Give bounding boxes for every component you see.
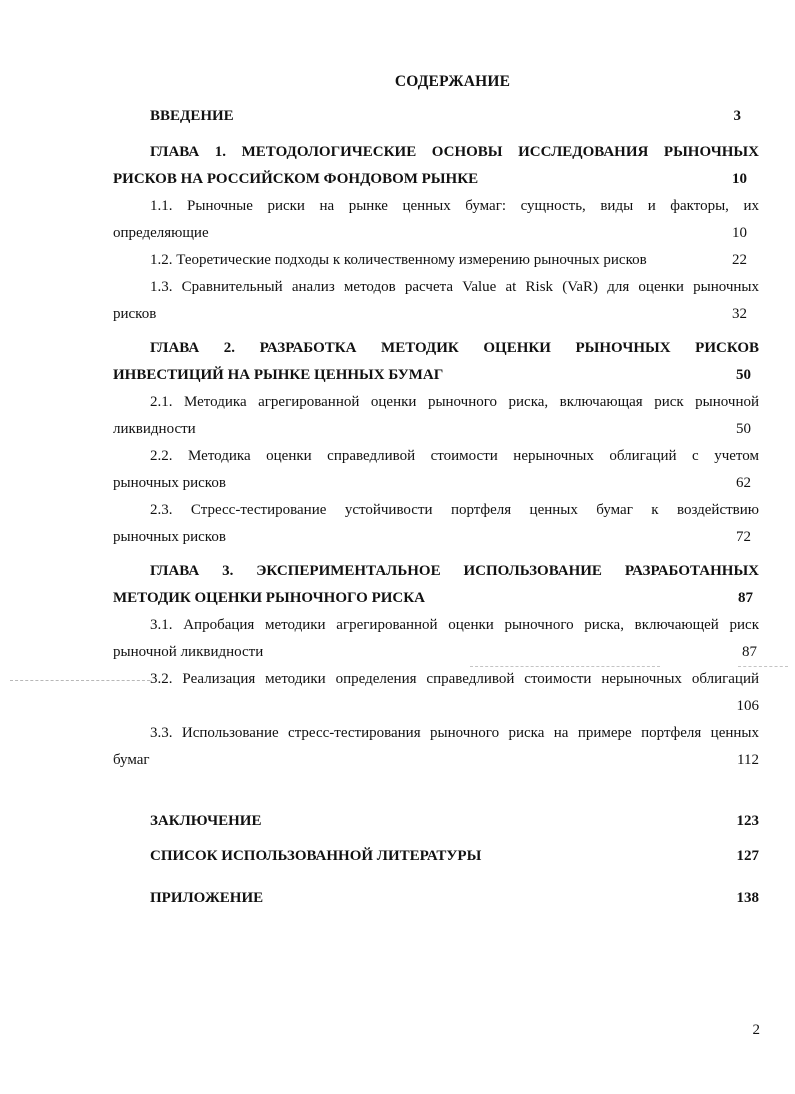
toc-entry-label: рыночных рисков (113, 529, 226, 545)
toc-entry-page: 87 (742, 644, 757, 660)
toc-entry-label: 1.2. Теоретические подходы к количественному измерению рыночных рисков (150, 252, 647, 268)
toc-entry-label: ПРИЛОЖЕНИЕ (150, 890, 264, 906)
section-3-1-line2 (113, 639, 759, 666)
section-1-1-line2 (113, 220, 759, 247)
section-2-2-line2 (113, 470, 759, 497)
toc-entry-label: рыночных рисков (113, 475, 226, 491)
toc-entry-page: 22 (732, 252, 747, 268)
chapter-3-heading-line2 (113, 585, 759, 612)
toc-entry-label: РИСКОВ НА РОССИЙСКОМ ФОНДОВОМ РЫНКЕ (113, 171, 479, 187)
section-1-2 (113, 247, 759, 274)
section-1-3-line2 (113, 301, 759, 328)
toc-entry-page: 50 (736, 421, 751, 437)
toc-entry-label: бумаг (113, 752, 150, 768)
chapter-1-heading-line1: ГЛАВА 1. МЕТОДОЛОГИЧЕСКИЕ ОСНОВЫ ИССЛЕДОВАНИЯ РЫНОЧНЫХ (150, 144, 759, 160)
chapter-2-heading-line1: ГЛАВА 2. РАЗРАБОТКА МЕТОДИК ОЦЕНКИ РЫНОЧНЫХ РИСКОВ (150, 340, 759, 356)
toc-entry-page: 112 (737, 752, 759, 768)
section-2-1-line1: 2.1. Методика агрегированной оценки рыночного риска, включающая риск рыночной (150, 394, 759, 410)
section-2-3-line2 (113, 524, 759, 551)
chapter-3-heading-line1: ГЛАВА 3. ЭКСПЕРИМЕНТАЛЬНОЕ ИСПОЛЬЗОВАНИЕ РАЗРАБОТАННЫХ (150, 563, 759, 579)
toc-entry-label: ВВЕДЕНИЕ (150, 108, 234, 124)
section-3-1-line1: 3.1. Апробация методики агрегированной оценки рыночного риска, включающей риск (150, 617, 759, 633)
toc-entry-page: 123 (736, 813, 759, 829)
section-2-1-line2 (113, 416, 759, 443)
page-title: СОДЕРЖАНИЕ (394, 73, 511, 90)
toc-entry-label: ликвидности (113, 421, 196, 437)
toc-entry-page: 62 (736, 475, 751, 491)
toc-entry-label: определяющие (113, 225, 209, 241)
toc-entry-page: 10 (732, 225, 747, 241)
section-2-3-line1: 2.3. Стресс-тестирование устойчивости портфеля ценных бумаг к воздействию (150, 502, 759, 518)
section-3-2-page: 106 (736, 698, 759, 714)
toc-entry-page: 50 (736, 367, 751, 383)
toc-entry-label: ИНВЕСТИЦИЙ НА РЫНКЕ ЦЕННЫХ БУМАГ (113, 367, 444, 383)
toc-entry-page: 10 (732, 171, 747, 187)
page-number: 2 (752, 1022, 760, 1038)
section-2-2-line1: 2.2. Методика оценки справедливой стоимости нерыночных облигаций с учетом (150, 448, 759, 464)
section-3-3-line1: 3.3. Использование стресс-тестирования рыночного риска на примере портфеля ценных (150, 725, 759, 741)
section-3-2-line1: 3.2. Реализация методики определения справедливой стоимости нерыночных облигаций (150, 671, 759, 687)
chapter-1-heading-line2 (113, 166, 759, 193)
toc-entry-appendix (113, 885, 759, 912)
section-3-3-line2 (113, 747, 759, 774)
toc-entry-page: 72 (736, 529, 751, 545)
toc-entry-label: рыночной ликвидности (113, 644, 264, 660)
toc-entry-label: СПИСОК ИСПОЛЬЗОВАННОЙ ЛИТЕРАТУРЫ (150, 848, 482, 864)
section-1-3-line1: 1.3. Сравнительный анализ методов расчета Value at Risk (VaR) для оценки рыночных (150, 279, 759, 295)
toc-entry-label: МЕТОДИК ОЦЕНКИ РЫНОЧНОГО РИСКА (113, 590, 425, 606)
toc-entry-page: 127 (736, 848, 759, 864)
toc-entry-page: 3 (733, 108, 741, 124)
toc-entry-page: 87 (738, 590, 753, 606)
toc-entry-label: рисков (113, 306, 157, 322)
toc-entry-page: 32 (732, 306, 747, 322)
chapter-2-heading-line2 (113, 362, 759, 389)
toc-entry-label: ЗАКЛЮЧЕНИЕ (150, 813, 262, 829)
section-1-1-line1: 1.1. Рыночные риски на рынке ценных бумаг: сущность, виды и факторы, их (150, 198, 759, 214)
toc-entry-references (113, 843, 759, 870)
toc-entry-conclusion (113, 808, 759, 835)
toc-entry-intro (113, 103, 759, 130)
toc-entry-page: 138 (736, 890, 759, 906)
